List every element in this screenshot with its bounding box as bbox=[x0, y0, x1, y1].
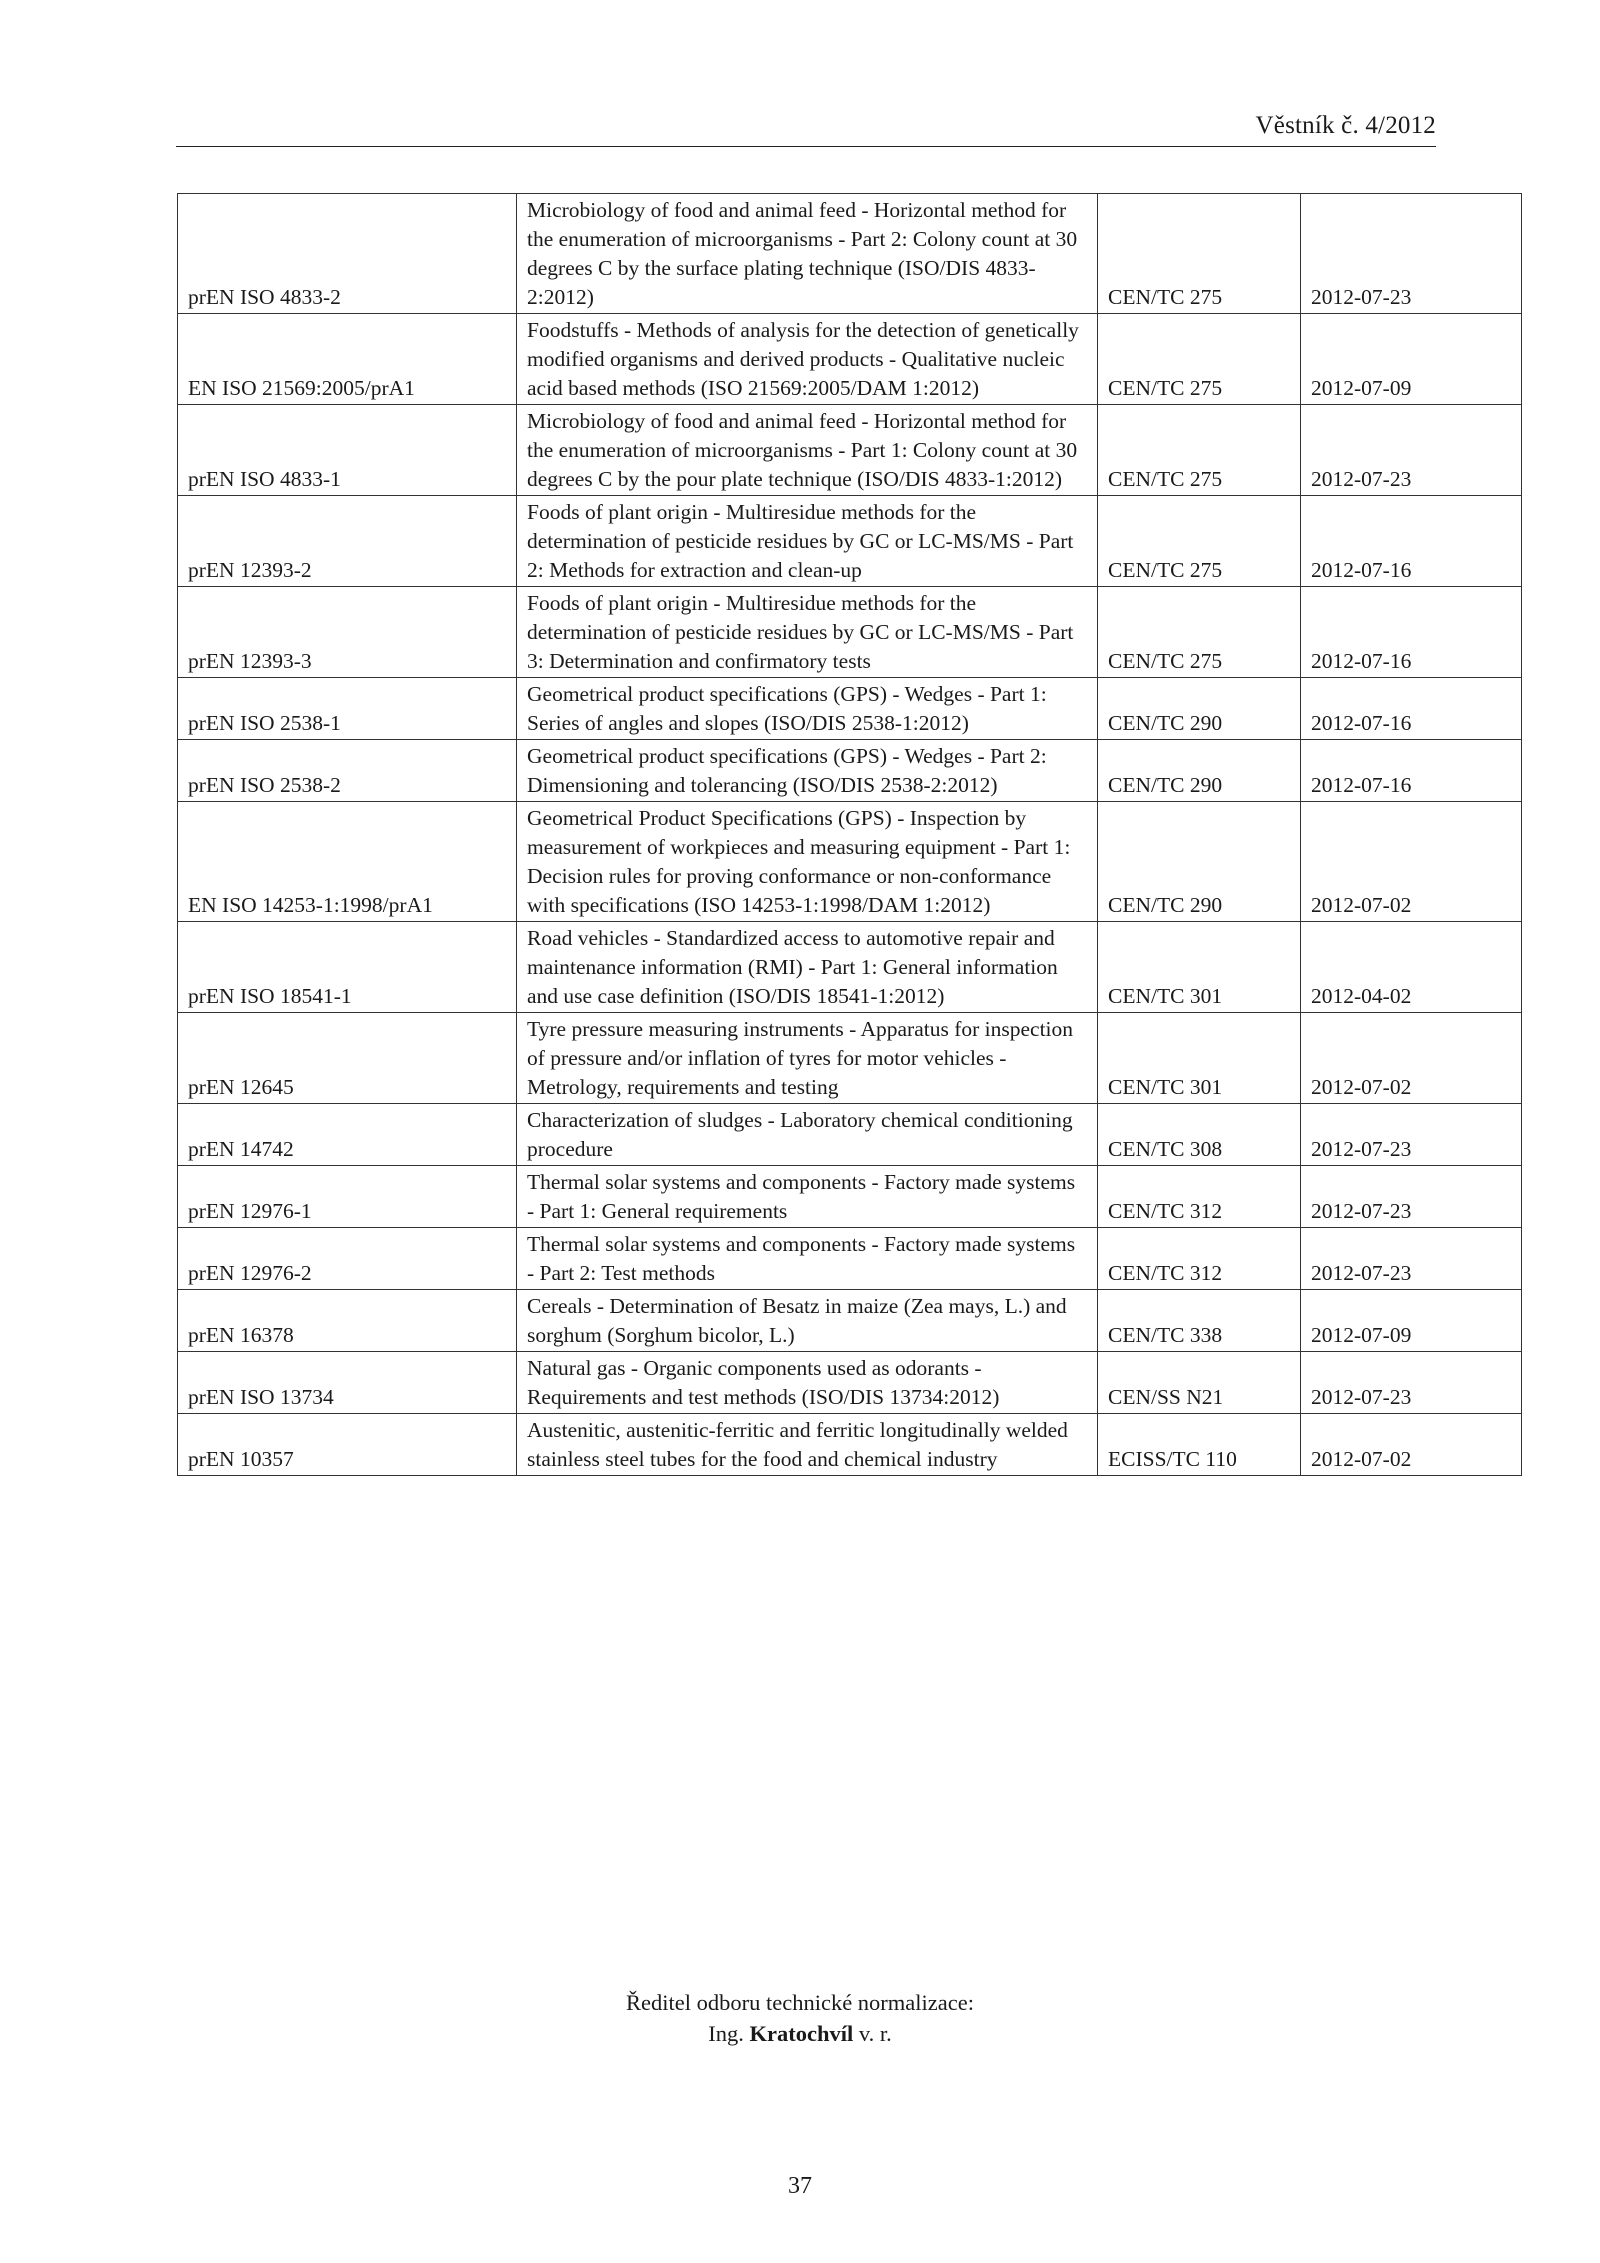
table-row bbox=[178, 194, 1522, 314]
standards-table bbox=[177, 193, 1522, 1476]
committee-cell: CEN/TC 275 bbox=[1098, 587, 1301, 678]
deadline-date-cell: 2012-07-09 bbox=[1301, 314, 1522, 405]
standard-title-cell: Foodstuffs - Methods of analysis for the detection of genetically modified organisms and derived products - Qualitative nucleic acid based methods (ISO 21569:2005/DAM 1:2012) bbox=[517, 314, 1098, 405]
table-row bbox=[178, 587, 1522, 678]
signature-name-line bbox=[0, 2018, 1600, 2049]
deadline-date-cell: 2012-07-23 bbox=[1301, 1166, 1522, 1228]
deadline-date-cell: 2012-07-23 bbox=[1301, 1352, 1522, 1414]
table-row bbox=[178, 678, 1522, 740]
table-row bbox=[178, 1414, 1522, 1476]
standard-title-cell: Natural gas - Organic components used as odorants - Requirements and test methods (ISO/DIS 13734:2012) bbox=[517, 1352, 1098, 1414]
table-row bbox=[178, 496, 1522, 587]
standard-code-cell: prEN 12976-1 bbox=[178, 1166, 517, 1228]
standard-title-cell: Microbiology of food and animal feed - Horizontal method for the enumeration of microorganisms - Part 1: Colony count at 30 degrees C by the pour plate technique (ISO/DIS 4833-1:2012) bbox=[517, 405, 1098, 496]
table-row bbox=[178, 740, 1522, 802]
deadline-date-cell: 2012-07-23 bbox=[1301, 405, 1522, 496]
table-row bbox=[178, 1290, 1522, 1352]
standard-title-cell: Geometrical Product Specifications (GPS) - Inspection by measurement of workpieces and measuring equipment - Part 1: Decision rules for proving conformance or non-conformance with specifications (ISO 14253-1:1998/DAM 1:2012) bbox=[517, 802, 1098, 922]
table-row bbox=[178, 314, 1522, 405]
deadline-date-cell: 2012-07-23 bbox=[1301, 1104, 1522, 1166]
committee-cell: CEN/TC 275 bbox=[1098, 496, 1301, 587]
table-row bbox=[178, 1104, 1522, 1166]
standard-title-cell: Microbiology of food and animal feed - Horizontal method for the enumeration of microorganisms - Part 2: Colony count at 30 degrees C by the surface plating technique (ISO/DIS 4833-2:2012) bbox=[517, 194, 1098, 314]
deadline-date-cell: 2012-07-02 bbox=[1301, 1013, 1522, 1104]
standard-title-cell: Geometrical product specifications (GPS) - Wedges - Part 1: Series of angles and slopes (ISO/DIS 2538-1:2012) bbox=[517, 678, 1098, 740]
deadline-date-cell: 2012-07-16 bbox=[1301, 496, 1522, 587]
standard-title-cell: Thermal solar systems and components - Factory made systems - Part 1: General requirements bbox=[517, 1166, 1098, 1228]
standard-title-cell: Road vehicles - Standardized access to automotive repair and maintenance information (RMI) - Part 1: General information and use case definition (ISO/DIS 18541-1:2012) bbox=[517, 922, 1098, 1013]
signature-prefix: Ing. bbox=[708, 2021, 744, 2046]
journal-issue-title: Věstník č. 4/2012 bbox=[1255, 112, 1436, 139]
standard-title-cell: Austenitic, austenitic-ferritic and ferritic longitudinally welded stainless steel tubes for the food and chemical industry bbox=[517, 1414, 1098, 1476]
committee-cell: ECISS/TC 110 bbox=[1098, 1414, 1301, 1476]
deadline-date-cell: 2012-07-09 bbox=[1301, 1290, 1522, 1352]
standard-code-cell: prEN ISO 13734 bbox=[178, 1352, 517, 1414]
page-number: 37 bbox=[788, 2173, 812, 2199]
deadline-date-cell: 2012-07-02 bbox=[1301, 1414, 1522, 1476]
deadline-date-cell: 2012-07-02 bbox=[1301, 802, 1522, 922]
standard-code-cell: prEN 12393-2 bbox=[178, 496, 517, 587]
committee-cell: CEN/TC 312 bbox=[1098, 1166, 1301, 1228]
standard-title-cell: Foods of plant origin - Multiresidue methods for the determination of pesticide residues by GC or LC-MS/MS - Part 3: Determination and confirmatory tests bbox=[517, 587, 1098, 678]
committee-cell: CEN/TC 312 bbox=[1098, 1228, 1301, 1290]
standard-code-cell: prEN 14742 bbox=[178, 1104, 517, 1166]
committee-cell: CEN/TC 275 bbox=[1098, 314, 1301, 405]
standard-code-cell: prEN ISO 18541-1 bbox=[178, 922, 517, 1013]
standard-code-cell: prEN 12976-2 bbox=[178, 1228, 517, 1290]
standard-code-cell: EN ISO 21569:2005/prA1 bbox=[178, 314, 517, 405]
table-row bbox=[178, 405, 1522, 496]
signature-surname: Kratochvíl bbox=[749, 2021, 854, 2046]
deadline-date-cell: 2012-07-16 bbox=[1301, 587, 1522, 678]
deadline-date-cell: 2012-04-02 bbox=[1301, 922, 1522, 1013]
standard-title-cell: Cereals - Determination of Besatz in maize (Zea mays, L.) and sorghum (Sorghum bicolor, L.) bbox=[517, 1290, 1098, 1352]
table-row bbox=[178, 922, 1522, 1013]
committee-cell: CEN/TC 275 bbox=[1098, 194, 1301, 314]
standard-code-cell: prEN 12645 bbox=[178, 1013, 517, 1104]
committee-cell: CEN/TC 275 bbox=[1098, 405, 1301, 496]
standard-title-cell: Characterization of sludges - Laboratory chemical conditioning procedure bbox=[517, 1104, 1098, 1166]
deadline-date-cell: 2012-07-23 bbox=[1301, 1228, 1522, 1290]
standard-code-cell: EN ISO 14253-1:1998/prA1 bbox=[178, 802, 517, 922]
committee-cell: CEN/SS N21 bbox=[1098, 1352, 1301, 1414]
committee-cell: CEN/TC 301 bbox=[1098, 1013, 1301, 1104]
committee-cell: CEN/TC 290 bbox=[1098, 740, 1301, 802]
committee-cell: CEN/TC 290 bbox=[1098, 678, 1301, 740]
table-row bbox=[178, 1166, 1522, 1228]
standard-code-cell: prEN ISO 4833-1 bbox=[178, 405, 517, 496]
signature-role: Ředitel odboru technické normalizace: bbox=[626, 1990, 974, 2015]
standard-code-cell: prEN ISO 4833-2 bbox=[178, 194, 517, 314]
header-divider bbox=[176, 146, 1436, 147]
deadline-date-cell: 2012-07-23 bbox=[1301, 194, 1522, 314]
standards-table-body bbox=[178, 194, 1522, 1476]
standard-code-cell: prEN ISO 2538-2 bbox=[178, 740, 517, 802]
standard-code-cell: prEN ISO 2538-1 bbox=[178, 678, 517, 740]
deadline-date-cell: 2012-07-16 bbox=[1301, 740, 1522, 802]
table-row bbox=[178, 1228, 1522, 1290]
committee-cell: CEN/TC 301 bbox=[1098, 922, 1301, 1013]
standard-code-cell: prEN 12393-3 bbox=[178, 587, 517, 678]
committee-cell: CEN/TC 290 bbox=[1098, 802, 1301, 922]
table-row bbox=[178, 1013, 1522, 1104]
signature-suffix: v. r. bbox=[858, 2021, 892, 2046]
table-row bbox=[178, 1352, 1522, 1414]
table-row bbox=[178, 802, 1522, 922]
committee-cell: CEN/TC 338 bbox=[1098, 1290, 1301, 1352]
committee-cell: CEN/TC 308 bbox=[1098, 1104, 1301, 1166]
deadline-date-cell: 2012-07-16 bbox=[1301, 678, 1522, 740]
standard-title-cell: Tyre pressure measuring instruments - Apparatus for inspection of pressure and/or inflation of tyres for motor vehicles - Metrology, requirements and testing bbox=[517, 1013, 1098, 1104]
signature-block bbox=[0, 1987, 1600, 2049]
standard-code-cell: prEN 10357 bbox=[178, 1414, 517, 1476]
standard-title-cell: Thermal solar systems and components - Factory made systems - Part 2: Test methods bbox=[517, 1228, 1098, 1290]
standard-title-cell: Geometrical product specifications (GPS) - Wedges - Part 2: Dimensioning and tolerancing (ISO/DIS 2538-2:2012) bbox=[517, 740, 1098, 802]
standard-title-cell: Foods of plant origin - Multiresidue methods for the determination of pesticide residues by GC or LC-MS/MS - Part 2: Methods for extraction and clean-up bbox=[517, 496, 1098, 587]
standard-code-cell: prEN 16378 bbox=[178, 1290, 517, 1352]
